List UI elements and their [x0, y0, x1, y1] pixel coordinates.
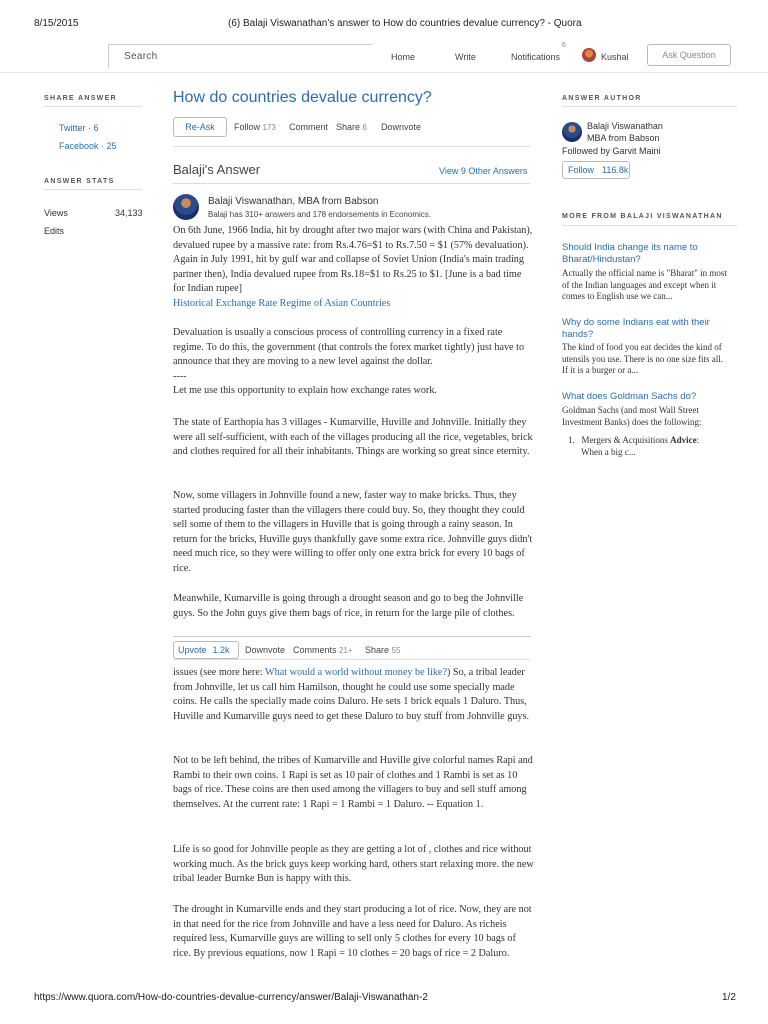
- followed-by-text: Followed by Garvit Maini: [562, 146, 661, 156]
- print-page-number: 1/2: [722, 992, 736, 1003]
- answer-paragraph: Meanwhile, Kumarville is going through a drought season and go to beg the Johnville guys. So the John guys give them bags of rice, in return for the large pile of clothes.: [173, 593, 524, 619]
- exchange-rate-regime-link[interactable]: Historical Exchange Rate Regime of Asian Countries: [173, 297, 391, 309]
- ask-question-button[interactable]: Ask Question: [647, 44, 731, 66]
- answer-heading: Balaji's Answer: [173, 162, 261, 177]
- print-title: (6) Balaji Viswanathan's answer to How do countries devalue currency? - Quora: [228, 18, 582, 29]
- answer-author-heading: ANSWER AUTHOR: [562, 95, 642, 102]
- more-divider: [562, 225, 737, 226]
- downvote-answer-button[interactable]: Downvote: [245, 645, 286, 655]
- answer-paragraph: [173, 326, 535, 399]
- share-answer-button[interactable]: [365, 645, 400, 655]
- answer-text: issues (see more here:: [173, 667, 266, 678]
- answer-text: Let me use this opportunity to explain how exchange rates work.: [173, 385, 437, 396]
- follow-author-count: 116.8k: [602, 165, 629, 175]
- right-author-name[interactable]: Balaji Viswanathan: [587, 121, 663, 131]
- downvote-question-button[interactable]: Downvote: [381, 122, 422, 132]
- upvote-label: Upvote: [178, 645, 207, 655]
- author-avatar[interactable]: [173, 194, 199, 220]
- share-twitter-link[interactable]: Twitter · 6: [59, 123, 99, 133]
- follow-author-label: Follow: [568, 165, 595, 175]
- view-other-answers-link[interactable]: View 9 Other Answers: [439, 166, 528, 176]
- list-continuation: When a big c...: [581, 446, 636, 457]
- share-count: 6: [362, 123, 367, 132]
- share-answer-label: Share: [365, 645, 390, 655]
- comments-button[interactable]: [293, 645, 353, 655]
- reask-button[interactable]: Re-Ask: [173, 117, 227, 137]
- related-question-link[interactable]: Should India change its name to Bharat/Hindustan?: [562, 242, 698, 265]
- answer-paragraph: The drought in Kumarville ends and they start producing a lot of rice. Now, they are not in that need for the rice from Johnville and have a less need for Daluro. As richeis required less, Kumarville guys are willing to sell only 5 clothes for every 10 bags of rice. By previous equations, now 1 Rapi = 10 clothes = 20 bags of rice = 2 Daluro.: [173, 904, 532, 959]
- upvote-count: 1.2k: [212, 645, 230, 655]
- share-question-button[interactable]: [336, 122, 367, 132]
- share-label: Share: [336, 122, 361, 132]
- related-snippet: Actually the official name is "Bharat" in most of the Indian languages and except when it comes to English use we can...: [562, 268, 727, 301]
- author-name-link[interactable]: Balaji Viswanathan, MBA from Babson: [208, 196, 379, 207]
- author-divider: [562, 106, 737, 107]
- share-answer-heading: SHARE ANSWER: [44, 95, 117, 102]
- answer-paragraph: [173, 224, 535, 311]
- more-from-heading: MORE FROM BALAJI VISWANATHAN: [562, 213, 723, 220]
- list-number: 1.: [568, 435, 575, 445]
- world-without-money-link[interactable]: What would a world without money be like?: [265, 667, 447, 678]
- answer-paragraph: Now, some villagers in Johnville found a new, faster way to make bricks. Thus, they started producing faster than the villagers there could buy. So, they thought they could sell some of them to the villagers in Huville that is going through a rainy season. In return for the bricks, Huville guys thankfully gave some extra rice. Johnville guys didn't need much rice, so they were willing to offer only one extra brick for every 10 bags of rice.: [173, 490, 533, 574]
- share-answer-count: 55: [391, 646, 401, 655]
- comment-button[interactable]: Comment: [289, 122, 329, 132]
- user-avatar[interactable]: [582, 48, 596, 62]
- answer-paragraph: Life is so good for Johnville people as they are getting a lot of , clothes and rice without working much. As the brick guys keep working hard, others start relaxing more. the new tribal leader Burnke Bun is happy with this.: [173, 844, 534, 884]
- print-date: 8/15/2015: [34, 18, 79, 29]
- related-question-link[interactable]: What does Goldman Sachs do?: [562, 391, 697, 402]
- upvote-button[interactable]: [173, 641, 239, 659]
- related-question-link[interactable]: Why do some Indians eat with their hands?: [562, 317, 710, 340]
- views-label: Views: [44, 208, 68, 218]
- question-divider: [173, 146, 530, 147]
- answer-text: On 6th June, 1966 India, hit by drought after two major wars (with China and Pakistan), devalued rupee by a massive rate: from Rs.4.76=$1 to Rs.7.50 = $1 (57% devaluation). Again in July 1991, hit by gulf war and collapse of Soviet Union (India's main trading partner then), India devalued rupee from Rs.18=$1 to Rs.25 to $1. [June is a bad time for Indian rupee]: [173, 225, 533, 294]
- answer-paragraph: Not to be left behind, the tribes of Kumarville and Huville give colorful names Rapi and Rambi to their own coins. 1 Rapi is set as 10 pair of clothes and 1 Rambi is set as 10 bags of rice. These coins are then used among the villagers to buy and sell stuff among themselves. At the current rate: 1 Rapi = 1 Rambi = 1 Daluro. -- Equation 1.: [173, 755, 533, 810]
- answer-divider: [173, 183, 530, 184]
- list-text-bold: Advice: [670, 435, 697, 445]
- follow-count: 173: [262, 123, 276, 132]
- answer-paragraph: [173, 666, 535, 724]
- edits-label[interactable]: Edits: [44, 226, 65, 236]
- answer-text: ) So, a tribal leader from Johnville, let us call him Hamilson, thought he could use some specially made coins. He calls the specially made coins Daluro. He sets 1 brick equals 1 Daluro. Thus, Huville and Kumarville guys need to get these Daluro to buy stuff from Johnville guys.: [173, 667, 530, 722]
- nav-divider: [0, 72, 768, 73]
- question-title[interactable]: How do countries devalue currency?: [173, 89, 432, 106]
- share-divider: [44, 106, 142, 107]
- follow-label: Follow: [234, 122, 261, 132]
- search-placeholder: Search: [124, 51, 158, 62]
- answer-stats-heading: ANSWER STATS: [44, 178, 115, 185]
- nav-write[interactable]: Write: [455, 52, 476, 62]
- nav-home[interactable]: Home: [391, 52, 416, 62]
- nav-notifications[interactable]: Notifications: [511, 52, 561, 62]
- related-list-item: [568, 435, 728, 458]
- related-snippet: Goldman Sachs (and most Wall Street Investment Banks) does the following:: [562, 405, 702, 427]
- follow-question-button[interactable]: [234, 122, 276, 132]
- right-author-avatar[interactable]: [562, 122, 582, 142]
- follow-author-button[interactable]: [562, 161, 630, 179]
- print-url: https://www.quora.com/How-do-countries-devalue-currency/answer/Balaji-Viswanathan-2: [34, 992, 428, 1003]
- author-credentials: Balaji has 310+ answers and 178 endorsements in Economics.: [208, 210, 432, 219]
- comments-count: 21+: [339, 646, 353, 655]
- answer-paragraph: The state of Earthopia has 3 villages - Kumarville, Huville and Johnville. Initially they were all self-sufficient, with each of the villages producing all the rice, vegetables, brick and clothes required for all their inhabitants. Things are working so great since eternity.: [173, 417, 533, 457]
- nav-user-name[interactable]: Kushal: [601, 52, 629, 62]
- views-value: 34,133: [115, 208, 143, 218]
- separator-text: ----: [173, 370, 187, 382]
- comments-label: Comments: [293, 645, 337, 655]
- share-facebook-link[interactable]: Facebook · 25: [59, 141, 117, 151]
- notifications-count-badge: 6: [562, 42, 566, 49]
- answer-text: Devaluation is usually a conscious process of controlling currency in a fixed rate regime. To do this, the government (that controls the forex market tightly) just have to announce that they are moving to a new level against the dollar.: [173, 327, 525, 367]
- list-text: Mergers & Acquisitions: [581, 435, 671, 445]
- related-snippet: The kind of food you eat decides the kind of utensils you use. There is no one size fits all. If it is a burger or a...: [562, 342, 724, 375]
- list-text-colon: :: [696, 435, 700, 445]
- right-author-credential: MBA from Babson: [587, 133, 660, 143]
- stats-divider: [44, 189, 142, 190]
